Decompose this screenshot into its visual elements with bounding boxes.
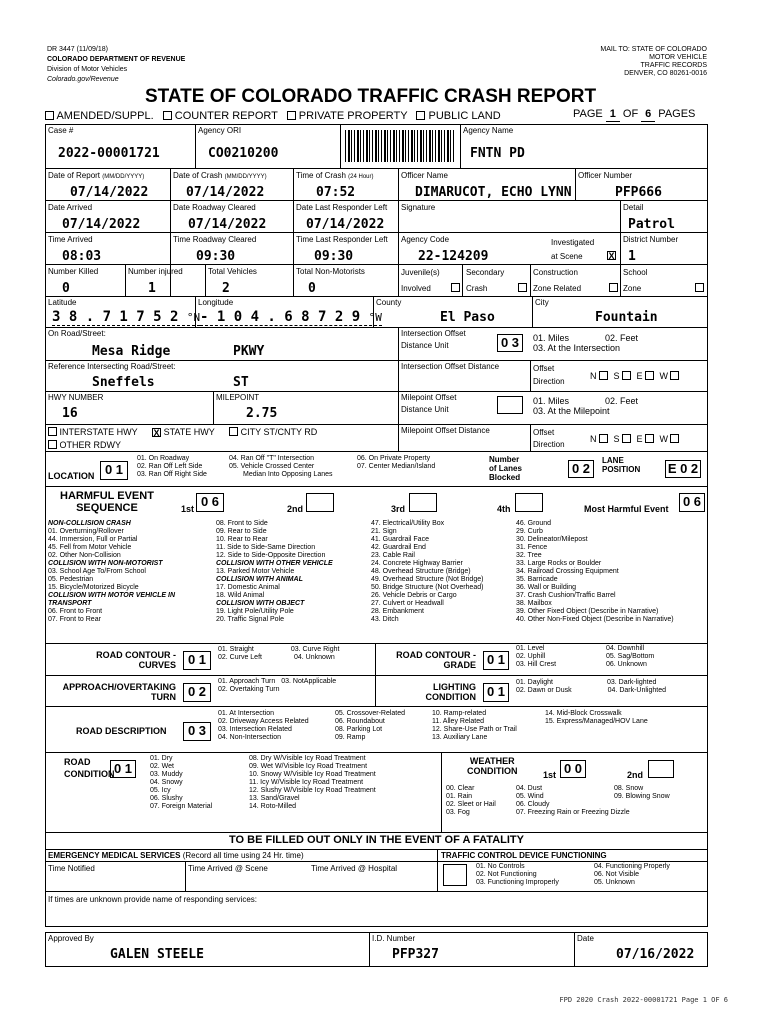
road-condition-col1: 01. Dry 02. Wet 03. Muddy 04. Snowy 05. Icy 06. Slushy 07. Foreign Material — [150, 755, 213, 810]
non-motorists-value[interactable]: 0 — [308, 281, 316, 296]
page-footer: FPD 2020 Crash 2022-00001721 Page 1 OF 6 — [559, 996, 728, 1004]
lighting-condition-code[interactable]: 0 1 — [483, 683, 509, 702]
road-description-col4: 14. Mid-Block Crosswalk 15. Express/Managed/HOV Lane — [545, 710, 648, 725]
intersection-unit-code[interactable]: 0 3 — [497, 334, 523, 352]
reference-road-label: Reference Intersecting Road/Street: — [48, 362, 176, 371]
juvenile-label: Juvenile(s) — [401, 268, 440, 277]
amended-checkbox[interactable] — [45, 111, 54, 120]
tcd-code[interactable] — [443, 864, 467, 886]
private-property-label: PRIVATE PROPERTY — [298, 110, 408, 122]
mp-direction-w-checkbox[interactable] — [670, 434, 679, 443]
mail-to-address: MAIL TO: STATE OF COLORADO MOTOR VEHICLE TRAFFIC RECORDS DENVER, CO 80261-0016 — [600, 46, 707, 77]
barcode-icon — [345, 130, 455, 162]
officer-name-label: Officer Name — [401, 171, 448, 180]
road-description-col1: 01. At Intersection 02. Driveway Access Related 03. Intersection Related 04. Non-Intersection — [218, 710, 309, 741]
fatality-banner: TO BE FILLED OUT ONLY IN THE EVENT OF A FATALITY — [229, 834, 524, 846]
mp-direction-n-checkbox[interactable] — [599, 434, 608, 443]
mp-direction-e-checkbox[interactable] — [645, 434, 654, 443]
milepoint-unit-options: 01. Miles 02. Feet 03. At the Milepoint — [533, 396, 639, 416]
date-of-report-value[interactable]: 07/14/2022 — [70, 185, 149, 200]
harmful-options-col1: NON-COLLISION CRASH 01. Overturning/Rollover 44. Immersion, Full or Partial 45. Fell from Motor Vehicle 02. Other Non-Collision COLLISION WITH NON-MOTORIST 03. School Age To/From School 05. Pedestrian 15. Bicycle/Motorized Bicycle COLLISION WITH MOTOR VEHICLE IN TRANSPORT 06. Front to Front 07. Front to Rear — [48, 520, 176, 623]
district-number-value[interactable]: 1 — [628, 249, 636, 264]
report-type-row — [45, 110, 501, 122]
intersection-unit-options: 01. Miles 02. Feet 03. At the Intersection — [533, 333, 639, 353]
on-road-label: On Road/Street: — [48, 329, 106, 338]
weather-col3: 08. Snow 09. Blowing Snow — [614, 785, 670, 800]
intersection-offset-distance-label: Intersection Offset Distance — [401, 362, 500, 371]
zone-related-label: Zone Related — [533, 284, 582, 293]
other-rdwy-checkbox[interactable] — [48, 440, 57, 449]
tcd-col1: 01. No Controls 02. Not Functioning 03. Functioning Improperly — [476, 863, 559, 886]
agency-ori-label: Agency ORI — [198, 126, 242, 135]
crash-label: Crash — [466, 284, 488, 293]
page-number: 1 — [606, 108, 620, 122]
reference-road-type[interactable]: ST — [233, 375, 249, 390]
officer-number-label: Officer Number — [578, 171, 633, 180]
school-label: School — [623, 268, 648, 277]
school-zone-checkbox[interactable] — [695, 283, 704, 292]
road-grade-options-2: 04. Downhill 05. Sag/Bottom 06. Unknown — [606, 645, 655, 668]
case-label: Case # — [48, 126, 74, 135]
road-description-col2: 05. Crossover-Related 06. Roundabout 08. Parking Lot 09. Ramp — [335, 710, 406, 741]
number-injured-value[interactable]: 1 — [148, 281, 156, 296]
time-hospital-label: Time Arrived @ Hospital — [311, 864, 398, 873]
road-grade-options-1: 01. Level 02. Uphill 03. Hill Crest — [516, 645, 557, 668]
secondary-crash-checkbox[interactable] — [518, 283, 527, 292]
juvenile-involved-checkbox[interactable] — [451, 283, 460, 292]
road-grade-label: ROAD CONTOUR - GRADE — [396, 650, 476, 670]
harmful-event-label: HARMFUL EVENT SEQUENCE — [60, 490, 154, 514]
time-scene-label: Time Arrived @ Scene — [188, 864, 268, 873]
intersection-offset-label: Intersection Offset — [401, 329, 466, 338]
road-curves-options: 01. Straight 03. Curve Right 02. Curve Left 04. Unknown — [218, 646, 340, 661]
location-label: LOCATION — [48, 471, 95, 481]
district-number-label: District Number — [623, 235, 679, 244]
agency-name-value[interactable]: FNTN PD — [470, 146, 525, 161]
date-cleared-label: Date Roadway Cleared — [173, 203, 256, 212]
at-scene-label: at Scene — [551, 252, 583, 261]
road-condition-label-1: ROAD — [64, 757, 91, 767]
reference-road-name[interactable]: Sneffels — [92, 375, 155, 390]
weather-1st-code[interactable]: 0 0 — [560, 760, 586, 778]
date-of-crash-value[interactable]: 07/14/2022 — [186, 185, 265, 200]
milepoint-offset-distance-label: Milepoint Offset Distance — [401, 426, 490, 435]
lighting-condition-label: LIGHTING CONDITION — [425, 682, 476, 702]
approval-date-value[interactable]: 07/16/2022 — [616, 947, 695, 962]
time-arrived-value[interactable]: 08:03 — [62, 249, 102, 264]
offset-label: Offset — [533, 364, 555, 373]
approval-date-label: Date — [577, 934, 594, 943]
longitude-value[interactable]: - 1 0 4 . 6 8 7 2 9 °W — [200, 309, 382, 325]
state-hwy-checkbox[interactable]: X — [153, 428, 160, 438]
time-of-crash-label: Time of Crash (24 Hour) — [296, 171, 374, 180]
lane-position-code[interactable]: E 0 2 — [665, 460, 701, 478]
ems-header: EMERGENCY MEDICAL SERVICES (Record all time using 24 Hr. time) — [48, 851, 304, 860]
intersection-distance-unit-label: Distance Unit — [401, 341, 449, 350]
lanes-blocked-label: Number of Lanes Blocked — [489, 455, 522, 482]
harmful-options-col4: 46. Ground 29. Curb 30. Delineator/Milepost 31. Fence 32. Tree 33. Large Rocks or Boulder 34. Railroad Crossing Equipment 35. Barricade 36. Wall or Building 37. Crash Cushion/Traffic Barrel 38. Mailbox 39. Other Fixed Object (Describe in Narrative) 40. Other Non-Fixed Object (Describe in Narrative) — [516, 520, 674, 623]
weather-col2: 04. Dust 05. Wind 06. Cloudy 07. Freezing Rain or Freezing Dizzle — [516, 785, 630, 816]
agency-code-value[interactable]: 22-124209 — [418, 249, 489, 264]
harmful-2nd-code[interactable] — [306, 493, 334, 512]
harmful-1st-code[interactable]: 0 6 — [196, 493, 224, 512]
direction-checkboxes: N S E W — [590, 371, 679, 381]
time-arrived-label: Time Arrived — [48, 235, 93, 244]
city-value[interactable]: Fountain — [595, 310, 658, 325]
weather-col1: 00. Clear 01. Rain 02. Sleet or Hail 03. Fog — [446, 785, 496, 816]
road-description-label: ROAD DESCRIPTION — [76, 726, 167, 736]
other-rdwy-row: OTHER RDWY — [48, 440, 121, 450]
form-number: DR 3447 (11/09/18) — [47, 46, 108, 53]
road-grade-code[interactable]: 0 1 — [483, 651, 509, 670]
investigated-label: Investigated — [551, 238, 595, 247]
tcd-header: TRAFFIC CONTROL DEVICE FUNCTIONING — [441, 851, 607, 860]
road-condition-code[interactable]: 0 1 — [110, 760, 136, 778]
time-last-responder-value[interactable]: 09:30 — [314, 249, 354, 264]
mp-direction-label: Direction — [533, 440, 565, 449]
number-injured-label: Number injured — [128, 267, 183, 276]
direction-n-checkbox[interactable] — [599, 371, 608, 380]
number-killed-label: Number Killed — [48, 267, 99, 276]
milepoint-offset-label: Milepoint Offset — [401, 393, 457, 402]
counter-report-checkbox[interactable] — [163, 111, 172, 120]
direction-label: Direction — [533, 377, 565, 386]
date-of-crash-label: Date of Crash (MM/DD/YYYY) — [173, 171, 267, 180]
time-notified-label: Time Notified — [48, 864, 95, 873]
lanes-blocked-code[interactable]: 0 2 — [568, 460, 594, 478]
road-condition-label-2: CONDITION — [64, 769, 115, 779]
direction-e-checkbox[interactable] — [645, 371, 654, 380]
total-vehicles-value[interactable]: 2 — [222, 281, 230, 296]
on-road-type[interactable]: PKWY — [233, 344, 265, 359]
latitude-value[interactable]: 3 8 . 7 1 7 5 2 °N — [52, 309, 201, 325]
detail-label: Detail — [623, 203, 644, 212]
weather-condition-label: WEATHER CONDITION — [467, 756, 518, 776]
zone-label: Zone — [623, 284, 642, 293]
officer-name-value[interactable]: DIMARUCOT, ECHO LYNN — [415, 185, 572, 200]
on-road-name[interactable]: Mesa Ridge — [92, 344, 171, 359]
city-st-checkbox[interactable] — [229, 427, 238, 436]
approach-turn-label: APPROACH/OVERTAKING TURN — [62, 682, 176, 702]
hwy-number-label: HWY NUMBER — [48, 393, 104, 402]
county-label: County — [376, 298, 402, 307]
road-curves-code[interactable]: 0 1 — [183, 651, 211, 670]
mp-direction-checkboxes: N S E W — [590, 434, 679, 444]
involved-label: Involved — [401, 284, 431, 293]
date-last-responder-value[interactable]: 07/14/2022 — [306, 217, 385, 232]
mp-offset-label: Offset — [533, 428, 555, 437]
date-arrived-label: Date Arrived — [48, 203, 93, 212]
harmful-3rd-code[interactable] — [409, 493, 437, 512]
location-code[interactable]: 0 1 — [100, 461, 128, 480]
construction-zone-checkbox[interactable] — [609, 283, 618, 292]
road-condition-col2: 08. Dry W/Visible Icy Road Treatment 09. Wet W/Visible Icy Road Treatment 10. Snowy W/Visible Icy Road Treatment 11. Icy W/Visible Icy Road Treatment 12. Slushy W/Visible Icy Road Treatment 13. Sand/Gravel 14. Roto-Milled — [249, 755, 376, 810]
amended-label: AMENDED/SUPPL. — [56, 110, 154, 122]
signature-label: Signature — [401, 203, 436, 212]
weather-2nd-code[interactable] — [648, 760, 674, 778]
lane-position-label: LANE POSITION — [602, 456, 641, 474]
tcd-col2: 04. Functioning Properly 06. Not Visible 05. Unknown — [594, 863, 670, 886]
page-total: 6 — [641, 108, 655, 122]
construction-label: Construction — [533, 268, 578, 277]
agency-ori-value[interactable]: CO0210200 — [208, 146, 279, 161]
interstate-checkbox[interactable] — [48, 427, 57, 436]
city-label: City — [535, 298, 549, 307]
most-harmful-label: Most Harmful Event — [584, 504, 669, 514]
agency-name-label: Agency Name — [463, 126, 514, 135]
unknown-times-label: If times are unknown provide name of responding services: — [48, 895, 257, 904]
harmful-4th-label: 4th — [497, 504, 511, 514]
time-cleared-value[interactable]: 09:30 — [196, 249, 236, 264]
id-number-label: I.D. Number — [372, 934, 416, 943]
investigated-at-scene-checkbox[interactable]: X — [608, 251, 615, 261]
location-options-col1: 01. On Roadway 02. Ran Off Left Side 03. Ran Off Right Side — [137, 455, 207, 478]
milepoint-value[interactable]: 2.75 — [246, 406, 278, 421]
milepoint-unit-code[interactable] — [497, 396, 523, 414]
date-last-responder-label: Date Last Responder Left — [296, 203, 388, 212]
road-description-code[interactable]: 0 3 — [183, 722, 211, 741]
weather-2nd-label: 2nd — [627, 770, 644, 780]
id-number-value[interactable]: PFP327 — [392, 947, 439, 962]
date-cleared-value[interactable]: 07/14/2022 — [188, 217, 267, 232]
harmful-2nd-label: 2nd — [287, 504, 304, 514]
lighting-options: 01. Daylight 03. Dark-lighted 02. Dawn or Dusk 04. Dark-Unlighted — [516, 679, 667, 694]
private-property-checkbox[interactable] — [287, 111, 296, 120]
time-of-crash-value[interactable]: 07:52 — [316, 185, 356, 200]
road-curves-label: ROAD CONTOUR - CURVES — [96, 650, 176, 670]
agency-code-label: Agency Code — [401, 235, 450, 244]
mp-direction-s-checkbox[interactable] — [622, 434, 631, 443]
report-title: STATE OF COLORADO TRAFFIC CRASH REPORT — [145, 86, 597, 107]
case-number[interactable]: 2022-00001721 — [58, 146, 160, 161]
weather-1st-label: 1st — [543, 770, 557, 780]
harmful-options-col3: 47. Electrical/Utility Box 21. Sign 41. Guardrail Face 42. Guardrail End 23. Cable Rail 24. Concrete Highway Barrier 48. Overhead Structure (Bridge) 49. Overhead Structure (Not Bridge) 50. Bridge Structure (Not Overhead) 26. Vehicle Debris or Cargo 27. Culvert or Headwall 28. Embankment 43. Ditch — [371, 520, 484, 623]
direction-s-checkbox[interactable] — [622, 371, 631, 380]
public-land-label: PUBLIC LAND — [428, 110, 501, 122]
public-land-checkbox[interactable] — [416, 111, 425, 120]
page-indicator: PAGE 1 OF 6 PAGES — [573, 108, 696, 120]
approach-turn-code[interactable]: 0 2 — [183, 683, 211, 702]
latitude-label: Latitude — [48, 298, 77, 307]
division-name: Division of Motor Vehicles — [47, 66, 128, 73]
road-description-col3: 10. Ramp-related 11. Alley Related 12. Share-Use Path or Trail 13. Auxiliary Lane — [432, 710, 517, 741]
date-arrived-value[interactable]: 07/14/2022 — [62, 217, 141, 232]
hwy-number-value[interactable]: 16 — [62, 406, 78, 421]
harmful-1st-label: 1st — [181, 504, 195, 514]
milepoint-label: MILEPOINT — [216, 393, 260, 402]
department-name: COLORADO DEPARTMENT OF REVENUE — [47, 56, 186, 63]
time-last-responder-label: Time Last Responder Left — [296, 235, 388, 244]
location-options-col2: 04. Ran Off "T" Intersection 05. Vehicle Crossed Center Median Into Opposing Lanes — [229, 455, 333, 478]
milepoint-distance-unit-label: Distance Unit — [401, 405, 449, 414]
approach-turn-options: 01. Approach Turn 03. NotApplicable 02. Overtaking Turn — [218, 678, 337, 693]
detail-value[interactable]: Patrol — [628, 217, 675, 232]
harmful-4th-code[interactable] — [515, 493, 543, 512]
harmful-3rd-label: 3rd — [391, 504, 406, 514]
officer-number-value[interactable]: PFP666 — [615, 185, 662, 200]
time-cleared-label: Time Roadway Cleared — [173, 235, 257, 244]
number-killed-value[interactable]: 0 — [62, 281, 70, 296]
non-motorists-label: Total Non-Motorists — [296, 267, 365, 276]
counter-report-label: COUNTER REPORT — [174, 110, 278, 122]
location-options-col3: 06. On Private Property 07. Center Median/Island — [357, 455, 436, 470]
secondary-label: Secondary — [466, 268, 505, 277]
longitude-label: Longitude — [198, 298, 234, 307]
road-type-row: INTERSTATE HWY X STATE HWY CITY ST/CNTY RD — [48, 427, 317, 437]
harmful-options-col2: 08. Front to Side 09. Rear to Side 10. Rear to Rear 11. Side to Side-Same Direction 12. Side to Side-Opposite Direction COLLISION WITH OTHER VEHICLE 13. Parked Motor Vehicle COLLISION WITH ANIMAL 17. Domestic Animal 18. Wild Animal COLLISION WITH OBJECT 19. Light Pole/Utility Pole 20. Traffic Signal Pole — [216, 520, 333, 623]
county-value[interactable]: El Paso — [440, 310, 495, 325]
approved-by-value[interactable]: GALEN STEELE — [110, 947, 204, 962]
most-harmful-code[interactable]: 0 6 — [679, 493, 705, 512]
total-vehicles-label: Total Vehicles — [208, 267, 257, 276]
direction-w-checkbox[interactable] — [670, 371, 679, 380]
approved-by-label: Approved By — [48, 934, 94, 943]
website: Colorado.gov/Revenue — [47, 76, 119, 83]
date-of-report-label: Date of Report (MM/DD/YYYY) — [48, 171, 145, 180]
